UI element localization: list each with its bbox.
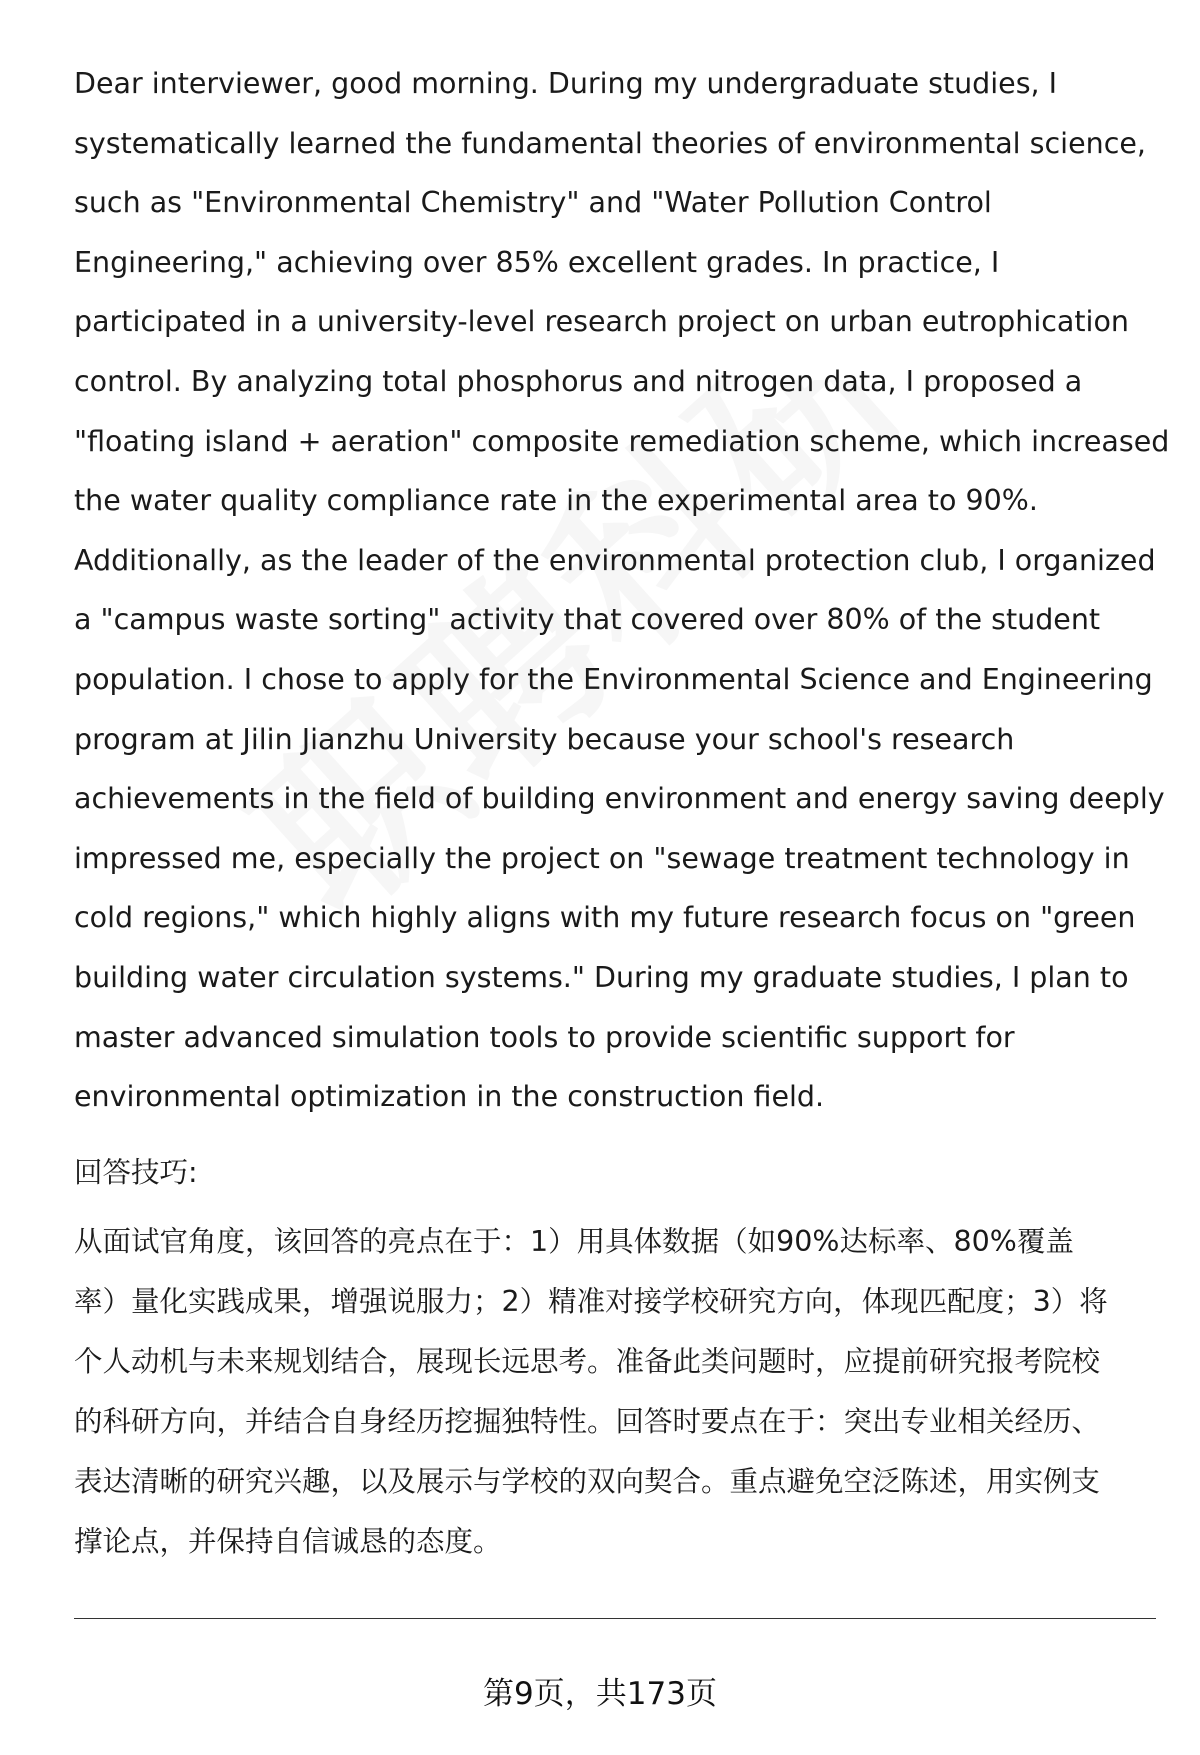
answer-line: cold regions," which highly aligns with my future research focus on "green xyxy=(74,901,1136,935)
answer-paragraph xyxy=(74,54,1174,1127)
tips-paragraph xyxy=(74,1212,1164,1572)
tips-heading: 回答技巧: xyxy=(74,1156,198,1189)
tips-line: 表达清晰的研究兴趣，以及展示与学校的双向契合。重点避免空泛陈述，用实例支 xyxy=(74,1465,1101,1498)
tips-line: 率）量化实践成果，增强说服力；2）精准对接学校研究方向，体现匹配度；3）将 xyxy=(74,1285,1108,1318)
answer-line: program at Jilin Jianzhu University because your school's research xyxy=(74,722,1015,756)
answer-line: impressed me, especially the project on "sewage treatment technology in xyxy=(74,841,1130,875)
answer-line: systematically learned the fundamental theories of environmental science, xyxy=(74,126,1146,160)
answer-line: Additionally, as the leader of the environmental protection club, I organized xyxy=(74,543,1156,577)
answer-line: such as "Environmental Chemistry" and "Water Pollution Control xyxy=(74,186,992,220)
answer-line: a "campus waste sorting" activity that covered over 80% of the student xyxy=(74,603,1101,637)
answer-line: participated in a university-level research project on urban eutrophication xyxy=(74,305,1129,339)
tips-line: 撑论点，并保持自信诚恳的态度。 xyxy=(74,1525,502,1558)
tips-line: 个人动机与未来规划结合，展现长远思考。准备此类问题时，应提前研究报考院校 xyxy=(74,1345,1101,1378)
answer-line: building water circulation systems." During my graduate studies, I plan to xyxy=(74,960,1129,994)
footer-divider xyxy=(74,1618,1156,1619)
answer-line: population. I chose to apply for the Environmental Science and Engineering xyxy=(74,662,1153,696)
answer-line: control. By analyzing total phosphorus and nitrogen data, I proposed a xyxy=(74,364,1083,398)
answer-line: environmental optimization in the construction field. xyxy=(74,1080,825,1114)
answer-line: Dear interviewer, good morning. During my undergraduate studies, I xyxy=(74,67,1058,100)
answer-line: "floating island + aeration" composite remediation scheme, which increased xyxy=(74,424,1170,458)
answer-line: achievements in the field of building environment and energy saving deeply xyxy=(74,782,1165,816)
tips-line: 的科研方向，并结合自身经历挖掘独特性。回答时要点在于：突出专业相关经历、 xyxy=(74,1405,1101,1438)
page-number: 第9页，共173页 xyxy=(483,1676,717,1712)
tips-line: 从面试官角度，该回答的亮点在于：1）用具体数据（如90%达标率、80%覆盖 xyxy=(74,1225,1074,1258)
answer-line: master advanced simulation tools to provide scientific support for xyxy=(74,1020,1015,1054)
answer-line: Engineering," achieving over 85% excellent grades. In practice, I xyxy=(74,245,1000,279)
answer-line: the water quality compliance rate in the experimental area to 90%. xyxy=(74,484,1038,518)
